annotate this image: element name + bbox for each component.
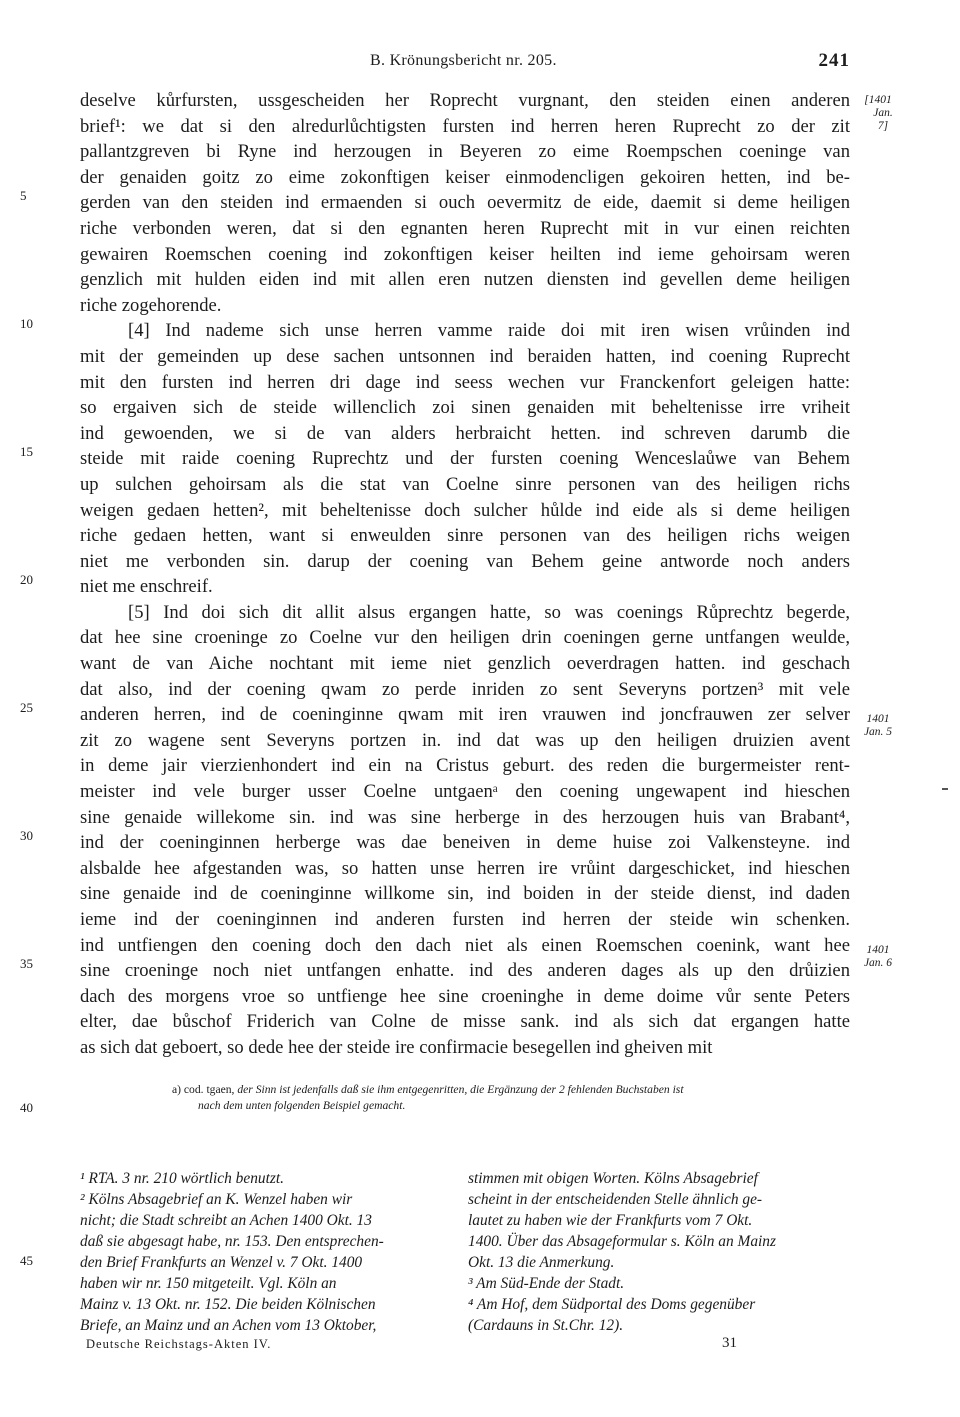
critical-apparatus — [172, 1082, 844, 1114]
text-line: ind gewoenden, we si de van alders herbraicht hetten. ind schreven darumb die — [80, 422, 850, 444]
margin-mark — [942, 788, 948, 790]
text-line: genzlich mit hulden eiden ind mit allen eren nutzen diensten ind gevellen deme heiligen — [80, 269, 850, 291]
footnote-line: ⁴ Am Hof, dem Südportal des Doms gegenüber — [468, 1296, 756, 1313]
text-line: mit den fursten ind herren dri dage ind seess wechen vur Franckenfort geleigen hatte: — [80, 371, 850, 393]
text-line: dach des morgens vroe so untfienge hee sine croeninghe in deme doime vůr sente Peters — [80, 985, 850, 1007]
margin-date-year: [1401 — [864, 94, 892, 106]
text-line: mit der gemeinden up dese sachen untsonnen ind beraiden hatten, ind coening Ruprecht — [80, 345, 850, 367]
critical-note-siglum: a) cod. tgaen, — [172, 1083, 235, 1096]
footnote-line: ¹ RTA. 3 nr. 210 wörtlich benutzt. — [80, 1170, 284, 1187]
critical-note-text: nach dem unten folgenden Beispiel gemacht. — [198, 1099, 406, 1112]
line-number: 45 — [20, 1253, 33, 1268]
footnote-line: Mainz v. 13 Okt. nr. 152. Die beiden Kölnischen — [80, 1296, 376, 1313]
footnote-line: ³ Am Süd-Ende der Stadt. — [468, 1275, 625, 1292]
line-number: 10 — [20, 316, 33, 331]
line-number: 35 — [20, 956, 33, 971]
text-line: gerden van den steiden ind ermaenden si ouch oevermitz de eide, daemit si deme heiligen — [80, 192, 850, 214]
main-text — [80, 88, 850, 1061]
margin-date — [858, 944, 898, 970]
text-line: weigen gedaen hetten², mit beheltenisse doch sulcher hůlde ind eide als si deme heiligen — [80, 499, 850, 521]
text-line: sine croeninge noch niet untfangen enhatte. ind des anderen dages als up den drůizien — [80, 960, 850, 982]
text-line: der genaiden goitz zo eime zokonftigen keiser einmodencligen gekoiren hetten, ind be- — [80, 166, 850, 188]
margin-date — [858, 94, 898, 133]
text-line: as sich dat geboert, so dede hee der steide ire confirmacie besegellen ind gheiven mit — [80, 1036, 713, 1058]
text-line: in deme jair vierzienhondert ind ein na Cristus geburt. des reden die burgermeister rent- — [80, 755, 850, 777]
text-line: elter, dae bůschof Friderich van Colne de misse sank. ind als sich dat ergangen hatte — [80, 1011, 850, 1033]
text-line: deselve kůrfursten, ussgescheiden her Roprecht vurgnant, den steiden einen anderen — [80, 90, 850, 111]
series-title: Deutsche Reichstags-Akten IV. — [86, 1337, 272, 1351]
text-line: meister ind vele burger usser Coelne untgaenᵃ den coening ungewapent ind hieschen — [80, 781, 850, 803]
page-header — [80, 46, 850, 76]
footnote-line: Okt. 13 die Anmerkung. — [468, 1254, 615, 1271]
text-line: niet me enschreif. — [80, 576, 213, 598]
line-number: 30 — [20, 828, 33, 843]
margin-date-year: 1401 — [866, 713, 890, 725]
footnotes-right-column — [468, 1168, 843, 1336]
footnote-line: nicht; die Stadt schreibt an Achen 1400 Okt. 13 — [80, 1212, 372, 1229]
line-number: 5 — [20, 188, 27, 203]
line-number: 15 — [20, 444, 33, 459]
text-line: ind der coeninginnen herberge was dae beneiven in deme huise zoi Valkensteyne. ind — [80, 832, 850, 854]
footnote-line: stimmen mit obigen Worten. Kölns Absagebrief — [468, 1170, 758, 1187]
text-line: riche gedaen hetten, want si enweulden sinre personen van des heiligen richs weigen — [80, 525, 850, 547]
footnote-line: ² Kölns Absagebrief an K. Wenzel haben wir — [80, 1191, 353, 1208]
footnote-line: (Cardauns in St.Chr. 12). — [468, 1317, 624, 1334]
text-line: up sulchen gehoirsam als die stat van Coelne sinre personen van des heiligen richs — [80, 473, 850, 495]
text-line: brief¹: we dat si den alredurlůchtigsten fursten ind herren heren Ruprecht zo der zit — [80, 115, 850, 137]
line-number: 40 — [20, 1100, 33, 1115]
margin-date-day: Jan. 7] — [873, 107, 893, 132]
text-line: riche zogehorende. — [80, 294, 222, 316]
text-line: ieme ind der coeninginnen ind anderen fursten ind herren der steide win schenken. — [80, 909, 850, 930]
line-number: 25 — [20, 700, 33, 715]
text-line: pallantzgreven bi Ryne ind herzougen in Beyeren zo eime Roempschen coeninge van — [80, 141, 850, 163]
critical-note-text: der Sinn ist jedenfalls daß sie ihm entgegenritten, die Ergänzung der 2 fehlenden Buchstaben ist — [237, 1083, 684, 1096]
text-line: dat also, ind der coening qwam zo perde inriden zo sent Severyns portzen³ mit vele — [80, 678, 850, 700]
text-line: niet me verbonden sin. darup der coening van Behem geine antworde noch anders — [80, 550, 850, 572]
page-number: 241 — [818, 50, 850, 71]
text-line: sine genaide willekome sin. ind was sine herberge in des herzougen huis van Brabant⁴, — [80, 806, 850, 828]
footnote-line: Briefe, an Mainz und an Achen vom 13 Oktober, — [80, 1317, 377, 1334]
line-number: 20 — [20, 572, 33, 587]
footnotes — [80, 1168, 850, 1338]
footnote-line: den Brief Frankfurts an Wenzel v. 7 Okt. 1400 — [80, 1254, 363, 1271]
running-title: B. Krönungsbericht nr. 205. — [370, 52, 557, 69]
text-line: ind untfiengen den coening doch den dach niet als einen Roemschen coenink, want hee — [80, 934, 850, 956]
footnote-line: daß sie abgesagt habe, nr. 153. Den entsprechen- — [80, 1233, 384, 1250]
text-line: [4] Ind nademe sich unse herren vamme raide doi mit iren wisen vrůinden ind — [128, 320, 850, 342]
margin-date — [858, 713, 898, 739]
sheet-number: 31 — [722, 1335, 737, 1351]
text-line: riche verbonden weren, dat si den egnanten heren Ruprecht mit in vur einen reichten — [80, 217, 850, 239]
text-line: [5] Ind doi sich dit allit alsus ergangen hatte, so was coenings Růprechtz begerde, — [128, 601, 850, 623]
text-line: gewairen Roemschen coening ind zokonftigen keiser heilten ind ieme gehoirsam weren — [80, 243, 850, 265]
text-line: so ergaiven sich de steide willenclich zoi sinen genaiden mit beheltenisse irre vriheit — [80, 397, 850, 419]
footnote-line: lautet zu haben wie der Frankfurts vom 7 Okt. — [468, 1212, 753, 1229]
text-line: sine genaide ind de coeninginne willkome sin, ind boiden in der steide dienst, ind daden — [80, 883, 850, 905]
margin-date-day: Jan. 5 — [863, 726, 893, 738]
footnotes-left-column — [80, 1168, 455, 1336]
text-line: want de van Aiche nochtant mit ieme niet genzlich oeverdragen hatten. ind geschach — [80, 653, 850, 675]
text-line: steide mit raide coening Ruprechtz und der fursten coening Wenceslaůwe van Behem — [80, 448, 850, 470]
text-line: dat hee sine croeninge zo Coelne vur den heiligen drin coeningen gerne untfangen weulde, — [80, 627, 850, 649]
footnote-line: 1400. Über das Absageformular s. Köln an Mainz — [468, 1233, 776, 1250]
text-line: alsbalde hee afgestanden was, so hatten unse herren ire vrůint dargeschicket, ind hieschen — [80, 857, 850, 879]
text-line: anderen herren, ind de coeninginne qwam mit iren vrauwen ind joncfrauwen zer selver — [80, 704, 850, 726]
footnote-line: scheint in der entscheidenden Stelle ähnlich ge- — [468, 1191, 763, 1208]
margin-date-year: 1401 — [866, 944, 890, 956]
margin-date-day: Jan. 6 — [863, 957, 893, 969]
text-line: zit zo wagene sent Severyns portzen in. ind dat was up den heiligen druizien avent — [80, 729, 850, 751]
footnote-line: haben wir nr. 150 mitgeteilt. Vgl. Köln an — [80, 1275, 337, 1292]
